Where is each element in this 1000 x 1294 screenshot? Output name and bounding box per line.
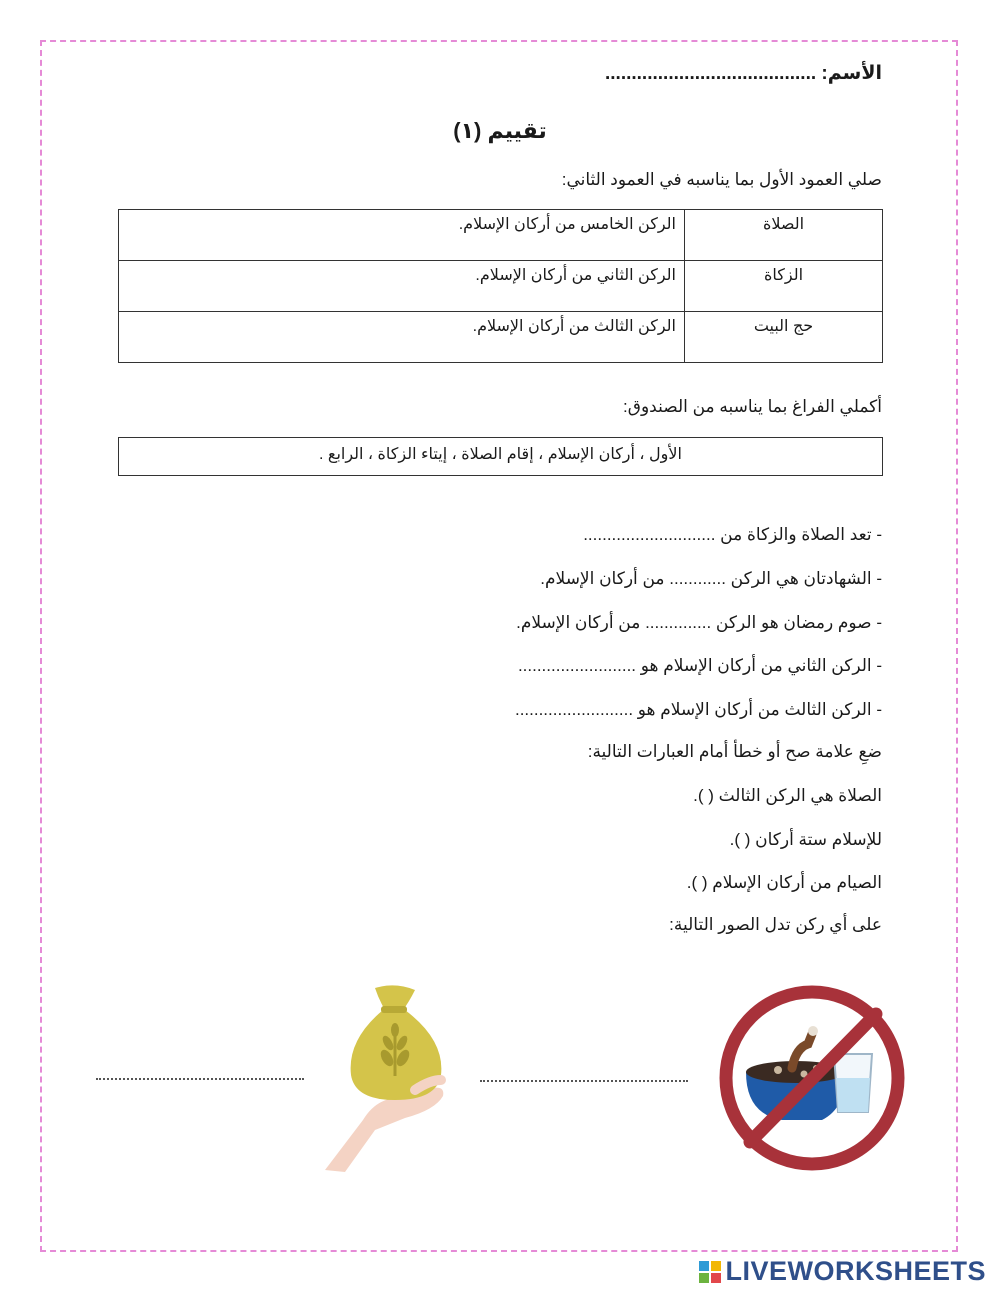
true-false-item[interactable]: الصلاة هي الركن الثالث ( ).: [693, 786, 882, 805]
fill-blank-item[interactable]: - الركن الثالث من أركان الإسلام هو .........................: [514, 700, 882, 719]
table-row: [119, 210, 883, 261]
money-bag-hand-icon: [305, 980, 455, 1175]
fill-blanks-instruction: أكملي الفراغ بما يناسبه من الصندوق:: [623, 397, 882, 416]
match-left-cell[interactable]: حج البيت: [685, 312, 883, 363]
matching-table: [118, 209, 883, 363]
answer-line-right[interactable]: [480, 1080, 688, 1082]
word-bank-box: الأول ، أركان الإسلام ، إقام الصلاة ، إيتاء الزكاة ، الرابع .: [118, 437, 883, 476]
answer-line-left[interactable]: [96, 1078, 304, 1080]
fill-blank-item[interactable]: - صوم رمضان هو الركن .............. من أركان الإسلام.: [516, 613, 882, 632]
fill-blank-item[interactable]: - الشهادتان هي الركن ............ من أركان الإسلام.: [540, 569, 882, 588]
worksheet-title: تقييم (١): [453, 118, 547, 143]
table-row: [119, 261, 883, 312]
logo-text: LIVEWORKSHEETS: [725, 1256, 986, 1286]
liveworksheets-logo: [699, 1256, 986, 1287]
matching-instruction: صلي العمود الأول بما يناسبه في العمود الثاني:: [561, 170, 882, 189]
fill-blank-item[interactable]: - الركن الثاني من أركان الإسلام هو .........................: [517, 656, 882, 675]
match-right-cell[interactable]: الركن الخامس من أركان الإسلام.: [119, 210, 685, 261]
true-false-item[interactable]: الصيام من أركان الإسلام ( ).: [686, 873, 882, 892]
match-left-cell[interactable]: الزكاة: [685, 261, 883, 312]
true-false-instruction: ضعِ علامة صح أو خطأ أمام العبارات التالية:: [587, 742, 882, 761]
no-eating-drinking-icon: [716, 982, 908, 1174]
logo-grid-icon: [699, 1261, 721, 1283]
name-field-label: الأسم: ........................................: [604, 63, 882, 84]
images-instruction: على أي ركن تدل الصور التالية:: [669, 915, 882, 934]
match-right-cell[interactable]: الركن الثاني من أركان الإسلام.: [119, 261, 685, 312]
true-false-item[interactable]: للإسلام ستة أركان ( ).: [729, 830, 882, 849]
match-right-cell[interactable]: الركن الثالث من أركان الإسلام.: [119, 312, 685, 363]
fill-blank-item[interactable]: - تعد الصلاة والزكاة من ............................: [583, 525, 882, 544]
match-left-cell[interactable]: الصلاة: [685, 210, 883, 261]
table-row: [119, 312, 883, 363]
